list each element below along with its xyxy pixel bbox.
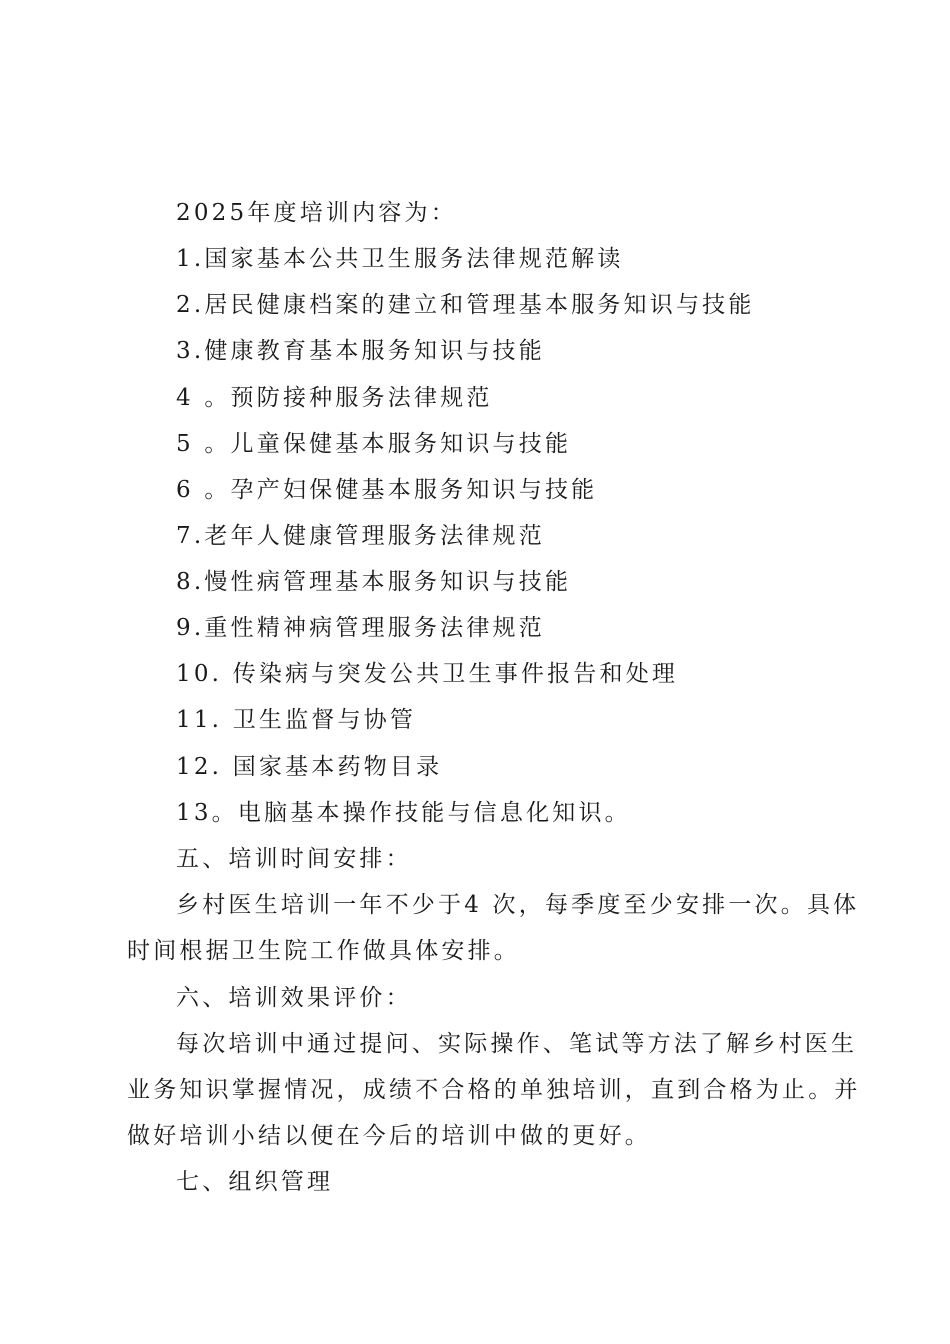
- list-item: 13。电脑基本操作技能与信息化知识。: [176, 800, 631, 826]
- schedule-paragraph-line: 时间根据卫生院工作做具体安排。: [127, 938, 520, 964]
- list-item: 6 。孕产妇保健基本服务知识与技能: [176, 477, 598, 503]
- section-heading-schedule: 五、培训时间安排：: [176, 846, 412, 872]
- schedule-paragraph-line: 乡村医生培训一年不少于4 次，每季度至少安排一次。具体: [176, 892, 860, 918]
- list-item: 10. 传染病与突发公共卫生事件报告和处理: [176, 661, 679, 687]
- evaluation-paragraph-line: 做好培训小结以便在今后的培训中做的更好。: [127, 1123, 651, 1149]
- list-item: 1.国家基本公共卫生服务法律规范解读: [176, 246, 624, 272]
- list-item: 9.重性精神病管理服务法律规范: [176, 615, 545, 641]
- list-item: 12. 国家基本药物目录: [176, 754, 443, 780]
- list-item: 4 。预防接种服务法律规范: [176, 385, 493, 411]
- list-item: 5 。儿童保健基本服务知识与技能: [176, 431, 572, 457]
- section-heading-organization: 七、组织管理: [176, 1169, 334, 1195]
- list-item: 2.居民健康档案的建立和管理基本服务知识与技能: [176, 292, 755, 318]
- list-item: 11. 卫生监督与协管: [176, 707, 417, 733]
- training-content-intro: 2025年度培训内容为：: [176, 200, 457, 226]
- evaluation-paragraph-line: 业务知识掌握情况，成绩不合格的单独培训，直到合格为止。并: [127, 1077, 861, 1103]
- list-item: 3.健康教育基本服务知识与技能: [176, 338, 545, 364]
- evaluation-paragraph-line: 每次培训中通过提问、实际操作、笔试等方法了解乡村医生: [176, 1031, 858, 1057]
- section-heading-evaluation: 六、培训效果评价：: [176, 985, 412, 1011]
- list-item: 8.慢性病管理基本服务知识与技能: [176, 569, 572, 595]
- list-item: 7.老年人健康管理服务法律规范: [176, 523, 545, 549]
